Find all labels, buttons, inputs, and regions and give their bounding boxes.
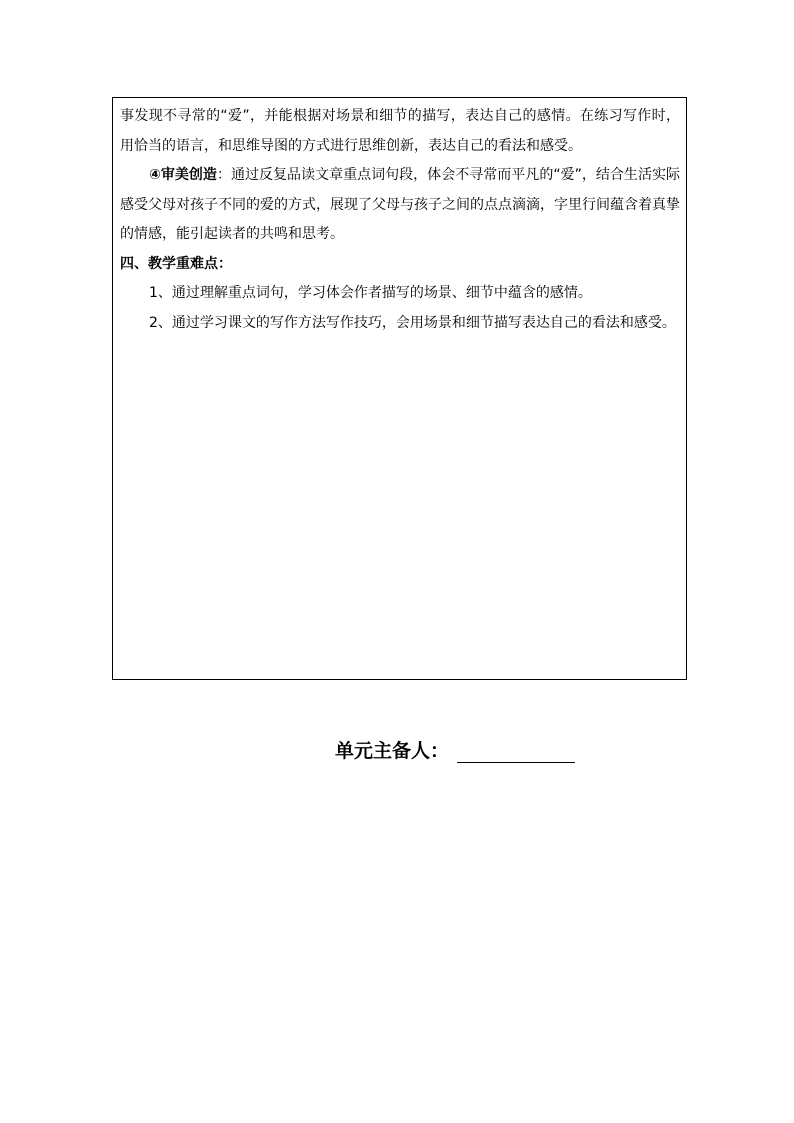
paragraph-aesthetic bbox=[120, 161, 680, 250]
signature-block bbox=[335, 731, 575, 763]
content-box bbox=[112, 97, 687, 680]
aesthetic-label: ④审美创造 bbox=[149, 167, 217, 183]
signature-label: 单元主备人： bbox=[335, 740, 450, 762]
section-heading: 四、教学重难点： bbox=[120, 255, 232, 272]
difficulty-item-1: 1、通过理解重点词句，学习体会作者描写的场景、细节中蕴含的感情。 bbox=[149, 285, 592, 301]
aesthetic-text: ：通过反复品读文章重点词句段，体会不寻常而平凡的“爱”，结合生活实际感受父母对孩子不同的爱的方式，展现了父母与孩子之间的点点滴滴，字里行间蕴含着真挚的情感，能引起读者的共鸣和思考。 bbox=[120, 167, 680, 242]
paragraph-goals: 事发现不寻常的“爱”，并能根据对场景和细节的描写，表达自己的感情。在练习写作时，用恰当的语言，和思维导图的方式进行思维创新，表达自己的看法和感受。 bbox=[120, 108, 680, 154]
signature-line[interactable] bbox=[457, 738, 575, 763]
difficulty-item-2: 2、通过学习课文的写作方法写作技巧，会用场景和细节描写表达自己的看法和感受。 bbox=[149, 314, 676, 331]
